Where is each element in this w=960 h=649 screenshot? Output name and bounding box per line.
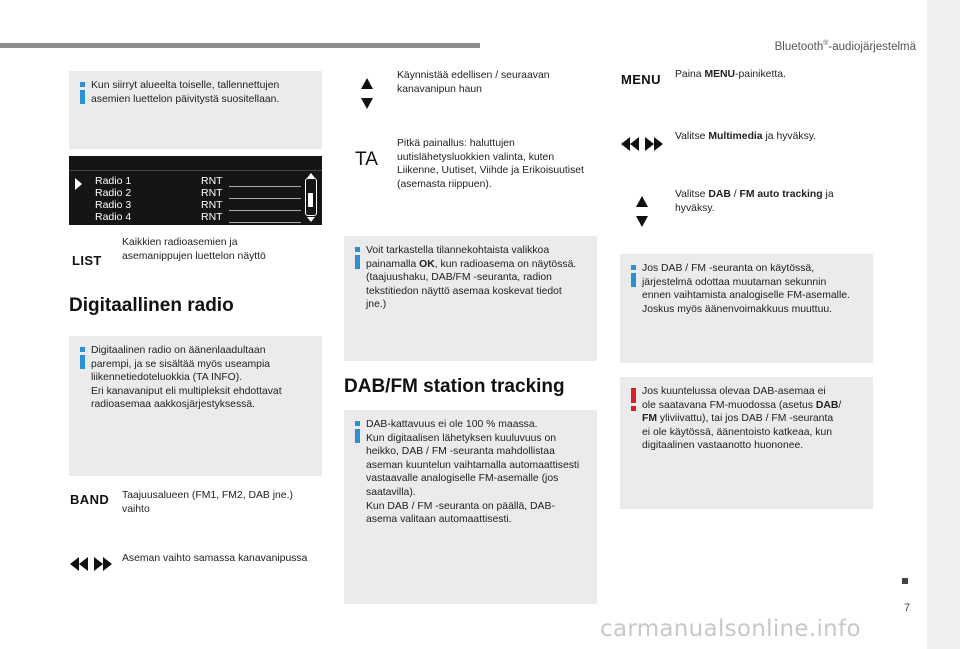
multimedia-description: Valitse Multimedia ja hyväksy. [675, 131, 817, 142]
arrows-description: Aseman vaihto samassa kanavanipussa [122, 553, 308, 564]
band-description: Taajuusalueen (FM1, FM2, DAB jne.) vaihto [122, 490, 293, 515]
band-button-label: BAND [70, 492, 110, 507]
ta-button-label: TA [355, 149, 378, 170]
menu-button-label: MENU [621, 72, 661, 87]
header-rule [0, 43, 480, 48]
updown-description: Käynnistää edellisen / seuraavan kanavanipun haun [397, 70, 550, 95]
menu-description: Paina MENU-painiketta. [675, 69, 786, 80]
up-down-arrows-icon-2 [636, 196, 648, 228]
info-icon [628, 265, 640, 288]
left-right-arrows-icon [621, 137, 663, 151]
info-note-update-list: Kun siirryt alueelta toiselle, tallennettujen asemien luettelon päivitystä suositellaan. [69, 71, 322, 149]
end-marker [902, 578, 908, 584]
watermark: carmanualsonline.info [600, 616, 861, 642]
ta-description: Pitkä painallus: haluttujen uutislähetysluokkien valinta, kuten Liikenne, Uutiset, Viihde ja Erikoisuutiset (asemasta riippuen). [397, 138, 584, 190]
radio-values: RNT RNT RNT RNT [201, 175, 223, 223]
info-note-fm-switch: Jos DAB / FM -seuranta on käytössä, järjestelmä odottaa muutaman sekunnin ennen vaihtamista analogiselle FM-asemalle. Joskus myös äänenvoimakkuus muuttuu. [620, 254, 873, 363]
play-icon [75, 178, 82, 190]
section-heading-digital-radio: Digitaallinen radio [69, 295, 234, 316]
scrollbar [305, 178, 317, 216]
radio-list-screen [69, 156, 322, 225]
info-icon [77, 347, 89, 370]
list-description: Kaikkien radioasemien ja asemanippujen luettelon näyttö [122, 237, 266, 262]
section-heading-dab-fm-tracking: DAB/FM station tracking [344, 376, 565, 397]
up-down-arrows-icon [361, 78, 373, 110]
list-button-label: LIST [72, 253, 102, 268]
radio-names: Radio 1 Radio 2 Radio 3 Radio 4 [95, 175, 132, 223]
page-header-title: Bluetooth®-audiojärjestelmä [774, 40, 916, 53]
prev-next-arrows-icon [70, 557, 112, 571]
page-edge-strip [927, 0, 960, 649]
info-icon [352, 247, 364, 270]
dab-tracking-description: Valitse DAB / FM auto tracking ja hyväksy. [675, 189, 834, 214]
info-note-context-menu: Voit tarkastella tilannekohtaista valikkoa painamalla OK, kun radioasema on näytössä. (taajuushaku, DAB/FM -seuranta, radion tekstitiedon näyttö asemaa koskevat tiedot jne.) [344, 236, 597, 361]
scroll-down-icon [307, 217, 315, 222]
page-number: 7 [904, 602, 911, 614]
info-icon [352, 421, 364, 444]
info-icon [77, 82, 89, 105]
info-note-digital-radio: Digitaalinen radio on äänenlaadultaan parempi, ja se sisältää myös useampia liikennetiedoteluokkia (TA INFO). Eri kanavaniput eli multipleksit ehdottavat radioasemaa aakkosjärjestyksessä. [69, 336, 322, 476]
info-note-dab-coverage: DAB-kattavuus ei ole 100 % maassa. Kun digitaalisen lähetyksen kuuluvuus on heikko, DAB / FM -seuranta mahdollistaa aseman kuuntelun vaihtamalla automaattisesti vastaavalle analogiselle FM-asemalle (jos saatavilla). Kun DAB / FM -seuranta on päällä, DAB- asema valitaan automaattisesti. [344, 410, 597, 604]
warning-icon [628, 388, 640, 411]
warning-note-audio-cut: Jos kuuntelussa olevaa DAB-asemaa ei ole saatavana FM-muodossa (asetus DAB/ FM yliviivattu), tai jos DAB / FM -seuranta ei ole käytössä, äänentoisto katkeaa, kun digitaalinen vastaanotto huononee. [620, 377, 873, 509]
